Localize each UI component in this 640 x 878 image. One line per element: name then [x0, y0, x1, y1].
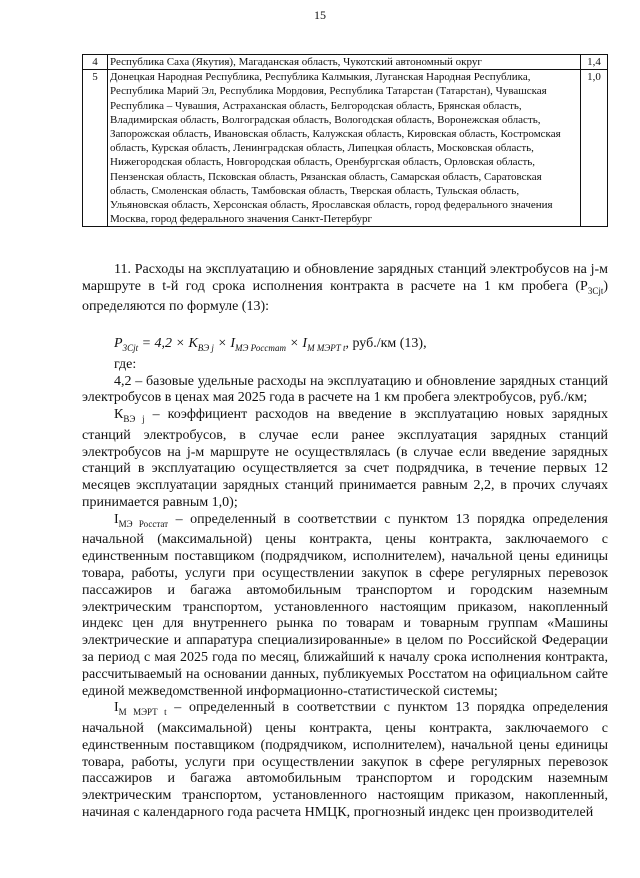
row-number: 5	[83, 70, 108, 227]
table-row	[83, 55, 608, 70]
table-row	[83, 70, 608, 227]
paragraph-11: 11. Расходы на эксплуатацию и обновление зарядных станций электробусов на j-м маршруте в t-й год срока исполнения контракта в расчете на 1 км пробега $(Р_{3Сjt})$ определяются по формуле (13):	[82, 262, 608, 315]
where-label: где:	[114, 356, 137, 372]
definition-ime-rosstat: $I_{МЭ Росстат}$ – определенный в соответствии с пунктом 13 порядка определения начальной (максимальной) цены контракта, цены контракта, заключаемого с единственным поставщиком (подрядчиком, исполнителем), начальной цены единицы товара, работы, услуги при осуществлении закупок в сфере регулярных перевозок пассажиров и багажа автомобильным транспортом и городским наземным электрическим транспортом, установленного настоящим приказом, накопленный индекс цен для внутреннего рынка по товарам и товарным группам «Машины электрические и аппаратура специализированные» в целом по Российской Федерации за период с мая 2025 года по месяц, ближайший к началу срока исполнения контракта, рассчитываемый на основании данных, публикуемых Росстатом на официальном сайте единой межведомственной информационно-статистической системы;	[82, 511, 608, 699]
definition-im-mert: $I_{М МЭРТ t}$ – определенный в соответствии с пунктом 13 порядка определения начальной (максимальной) цены контракта, цены контракта, заключаемого с единственным поставщиком (подрядчиком, исполнителем), начальной цены единицы товара, работы, услуги при осуществлении закупок в сфере регулярных перевозок пассажиров и багажа автомобильным транспортом и городским наземным электрическим транспортом, установленного настоящим приказом, накопленный, начиная с календарного года расчета НМЦК, прогнозный индекс цен производителей	[82, 700, 609, 820]
formula-13: $Р_{3Сjt} = 4,2 \times К_{ВЭ j} \times I_{МЭ Росстат} \times I_{М МЭРТ t}$, руб./км (13),	[114, 336, 427, 353]
row-number: 4	[83, 55, 108, 70]
row-coefficient: 1,4	[581, 55, 608, 70]
definition-kve: $К_{ВЭ j}$ – коэффициент расходов на введение в эксплуатацию новых зарядных станций электробусов, в случае если ранее эксплуатация зарядных станций электробусов на j-м маршруте не осуществлялась (в случае если введение зарядных станций в эксплуатацию осуществляется за счет подрядчика, в течение первых 12 месяцев эксплуатации зарядных станций принимается равным 2,2, в прочих случаях принимается равным 1,0);	[82, 407, 608, 510]
row-regions: Донецкая Народная Республика, Республика Калмыкия, Луганская Народная Республика, Республика Марий Эл, Республика Мордовия, Республика Татарстан (Татарстан), Чувашская Республика – Чувашия, Астраханская область, Белгородская область, Брянская область, Владимирская область, Волгоградская область, Вологодская область, Воронежская область, Запорожская область, Ивановская область, Калужская область, Кировская область, Костромская область, Курская область, Ленинградская область, Липецкая область, Московская область, Нижегородская область, Новгородская область, Оренбургская область, Орловская область, Пензенская область, Псковская область, Рязанская область, Самарская область, Саратовская область, Смоленская область, Тамбовская область, Тверская область, Тульская область, Ульяновская область, Херсонская область, Ярославская область, город федерального значения Москва, город федерального значения Санкт-Петербург	[108, 70, 581, 227]
regions-coefficient-table	[82, 54, 608, 227]
body-text	[82, 262, 608, 822]
row-coefficient: 1,0	[581, 70, 608, 227]
page-number: 15	[314, 8, 326, 22]
definition-base: 4,2 – базовые удельные расходы на эксплуатацию и обновление зарядных станций электробусов в ценах мая 2025 года в расчете на 1 км пробега электробусов, руб./км;	[82, 373, 608, 406]
row-regions: Республика Саха (Якутия), Магаданская область, Чукотский автономный округ	[108, 55, 581, 70]
